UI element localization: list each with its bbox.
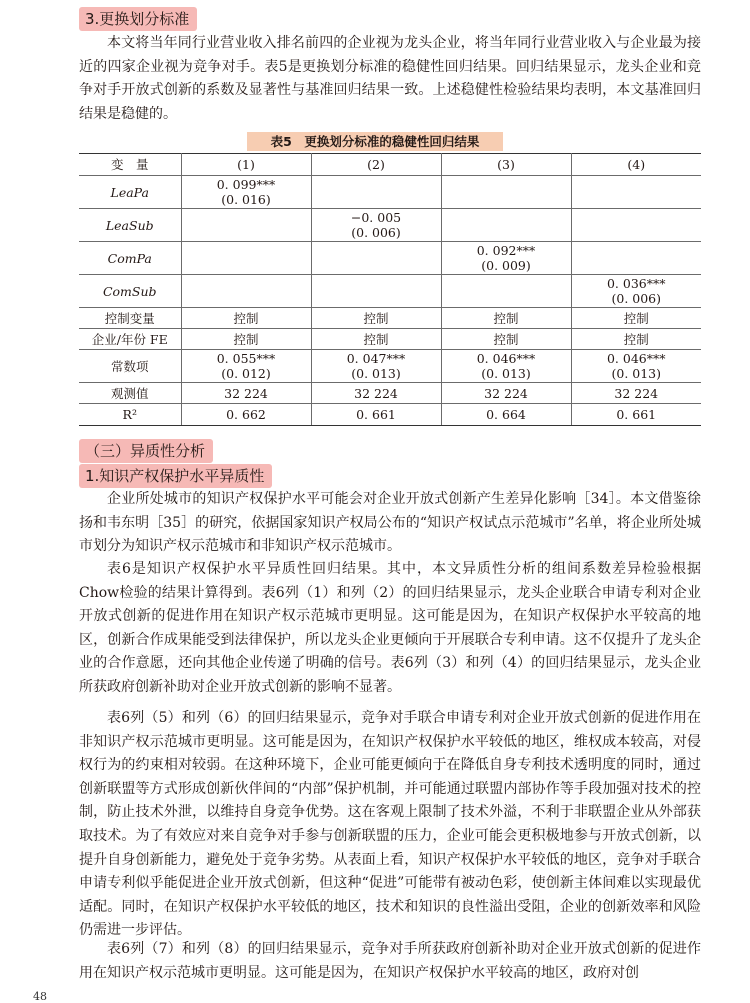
table-cell <box>311 275 441 308</box>
std-error: (0. 016) <box>221 192 271 207</box>
table-cell: 0. 662 <box>181 404 311 426</box>
table-cell <box>311 209 441 242</box>
table-cell <box>441 242 571 275</box>
table-5-caption-wrap <box>0 131 750 151</box>
table-cell: 控制 <box>571 308 701 329</box>
table-cell <box>441 209 571 242</box>
header-col-1: (1) <box>181 154 311 176</box>
std-error: (0. 006) <box>611 291 661 306</box>
table-cell <box>441 176 571 209</box>
table-cell: 0. 661 <box>311 404 441 426</box>
paragraph-3: 表6是知识产权保护水平异质性回归结果。其中，本文异质性分析的组间系数差异检验根据Chow检验的结果计算得到。表6列（1）和列（2）的回归结果显示，龙头企业联合申请专利对企业开放式创新的促进作用在知识产权示范城市更明显。这可能是因为，在知识产权保护水平较高的地区，创新合作成果能受到法律保护，所以龙头企业更倾向于开展联合专利申请。这不仅提升了龙头企业的合作意愿，还向其他企业传递了明确的信号。表6列（3）和列（4）的回归结果显示，龙头企业所获政府创新补助对企业开放式创新的影响不显著。 <box>79 561 701 695</box>
table-cell: 0. 661 <box>571 404 701 426</box>
table-cell: 控制 <box>311 308 441 329</box>
paragraph-4: 表6列（5）和列（6）的回归结果显示，竞争对手联合申请专利对企业开放式创新的促进作用在非知识产权示范城市更明显。这可能是因为，在知识产权保护水平较低的地区，维权成本较高，对侵权行为的约束相对较弱。在这种环境下，企业可能更倾向于在降低自身专利技术透明度的同时，通过创新联盟等方式形成创新伙伴间的“内部”保护机制，并可能通过联盟内部协作等手段加强对技术的控制，防止技术外泄，以维持自身竞争优势。这在客观上限制了技术外溢，不利于非联盟企业从外部获取技术。为了有效应对来自竞争对手参与创新联盟的压力，企业可能会更积极地参与开放式创新，以提升自身创新能力，避免处于竞争劣势。从表面上看，知识产权保护水平较低的地区，竞争对手联合申请专利似乎能促进企业开放式创新，但这种“促进”可能带有被动色彩，使创新主体间难以实现最优适配。同时，在知识产权保护水平较低的地区，技术和知识的良性溢出受阻，企业的创新效率和风险仍需进一步评估。 <box>79 710 701 939</box>
table-row-observations <box>79 383 701 404</box>
table-row-r2 <box>79 404 701 426</box>
table-row-compa <box>79 242 701 275</box>
coef: 0. 055*** <box>216 351 276 366</box>
table-row-controls <box>79 308 701 329</box>
table-cell: 控制 <box>181 308 311 329</box>
table-cell: 控制 <box>311 329 441 350</box>
row-label: LeaPa <box>79 176 181 209</box>
table-cell: 控制 <box>441 308 571 329</box>
table-header-row <box>79 154 701 176</box>
table-cell: 32 224 <box>571 383 701 404</box>
table-cell <box>571 209 701 242</box>
row-label: ComSub <box>79 275 181 308</box>
subsection-1-heading: 1.知识产权保护水平异质性 <box>79 464 272 488</box>
std-error: (0. 006) <box>351 225 401 240</box>
table-cell <box>441 350 571 383</box>
table-cell: 32 224 <box>181 383 311 404</box>
table-cell <box>571 242 701 275</box>
header-col-4: (4) <box>571 154 701 176</box>
table-cell <box>571 275 701 308</box>
header-col-3: (3) <box>441 154 571 176</box>
table-cell: 32 224 <box>441 383 571 404</box>
table-cell <box>571 350 701 383</box>
table-cell <box>181 275 311 308</box>
coef: 0. 046*** <box>476 351 536 366</box>
header-col-2: (2) <box>311 154 441 176</box>
coef: 0. 047*** <box>346 351 406 366</box>
coef: 0. 092*** <box>476 243 536 258</box>
coef: 0. 046*** <box>606 351 666 366</box>
table-cell: 0. 664 <box>441 404 571 426</box>
row-label: 常数项 <box>79 350 181 383</box>
coef: 0. 036*** <box>606 276 666 291</box>
row-label: R² <box>79 404 181 426</box>
table-cell: 控制 <box>441 329 571 350</box>
table-5-caption: 表5 更换划分标准的稳健性回归结果 <box>247 132 504 151</box>
paragraph-5: 表6列（7）和列（8）的回归结果显示，竞争对手所获政府创新补助对企业开放式创新的促进作用在知识产权示范城市更明显。这可能是因为，在知识产权保护水平较高的地区，政府对创 <box>79 941 701 981</box>
std-error: (0. 013) <box>611 366 661 381</box>
table-cell: 控制 <box>571 329 701 350</box>
std-error: (0. 012) <box>221 366 271 381</box>
row-label: 控制变量 <box>79 308 181 329</box>
row-label: 企业/年份 FE <box>79 329 181 350</box>
row-label: LeaSub <box>79 209 181 242</box>
table-cell <box>311 176 441 209</box>
paragraph-1: 本文将当年同行业营业收入排名前四的企业视为龙头企业，将当年同行业营业收入与企业最为接近的四家企业视为竞争对手。表5是更换划分标准的稳健性回归结果。回归结果显示，龙头企业和竞争对手开放式创新的系数及显著性与基准回归结果一致。上述稳健性检验结果均表明，本文基准回归结果是稳健的。 <box>79 35 701 122</box>
table-cell: 32 224 <box>311 383 441 404</box>
table-cell: 控制 <box>181 329 311 350</box>
std-error: (0. 009) <box>481 258 531 273</box>
page-number: 48 <box>33 990 47 1003</box>
table-cell <box>311 350 441 383</box>
table-cell <box>181 242 311 275</box>
table-row-leapa <box>79 176 701 209</box>
std-error: (0. 013) <box>351 366 401 381</box>
table-row-leasub <box>79 209 701 242</box>
table-row-fe <box>79 329 701 350</box>
row-label: ComPa <box>79 242 181 275</box>
coef: −0. 005 <box>350 210 402 225</box>
table-row-constant <box>79 350 701 383</box>
table-cell <box>181 176 311 209</box>
header-variable: 变 量 <box>79 154 181 176</box>
table-row-comsub <box>79 275 701 308</box>
table-cell <box>181 209 311 242</box>
table-cell <box>181 350 311 383</box>
section-heading-heterogeneity: （三）异质性分析 <box>79 439 213 463</box>
std-error: (0. 013) <box>481 366 531 381</box>
row-label: 观测值 <box>79 383 181 404</box>
table-cell <box>311 242 441 275</box>
coef: 0. 099*** <box>216 177 276 192</box>
table-cell <box>441 275 571 308</box>
paragraph-2: 企业所处城市的知识产权保护水平可能会对企业开放式创新产生差异化影响［34］。本文借鉴徐扬和韦东明［35］的研究，依据国家知识产权局公布的“知识产权试点示范城市”名单，将企业所处城市划分为知识产权示范城市和非知识产权示范城市。 <box>79 491 701 555</box>
regression-table-5 <box>79 153 701 426</box>
section-3-heading: 3.更换划分标准 <box>79 7 197 31</box>
table-cell <box>571 176 701 209</box>
